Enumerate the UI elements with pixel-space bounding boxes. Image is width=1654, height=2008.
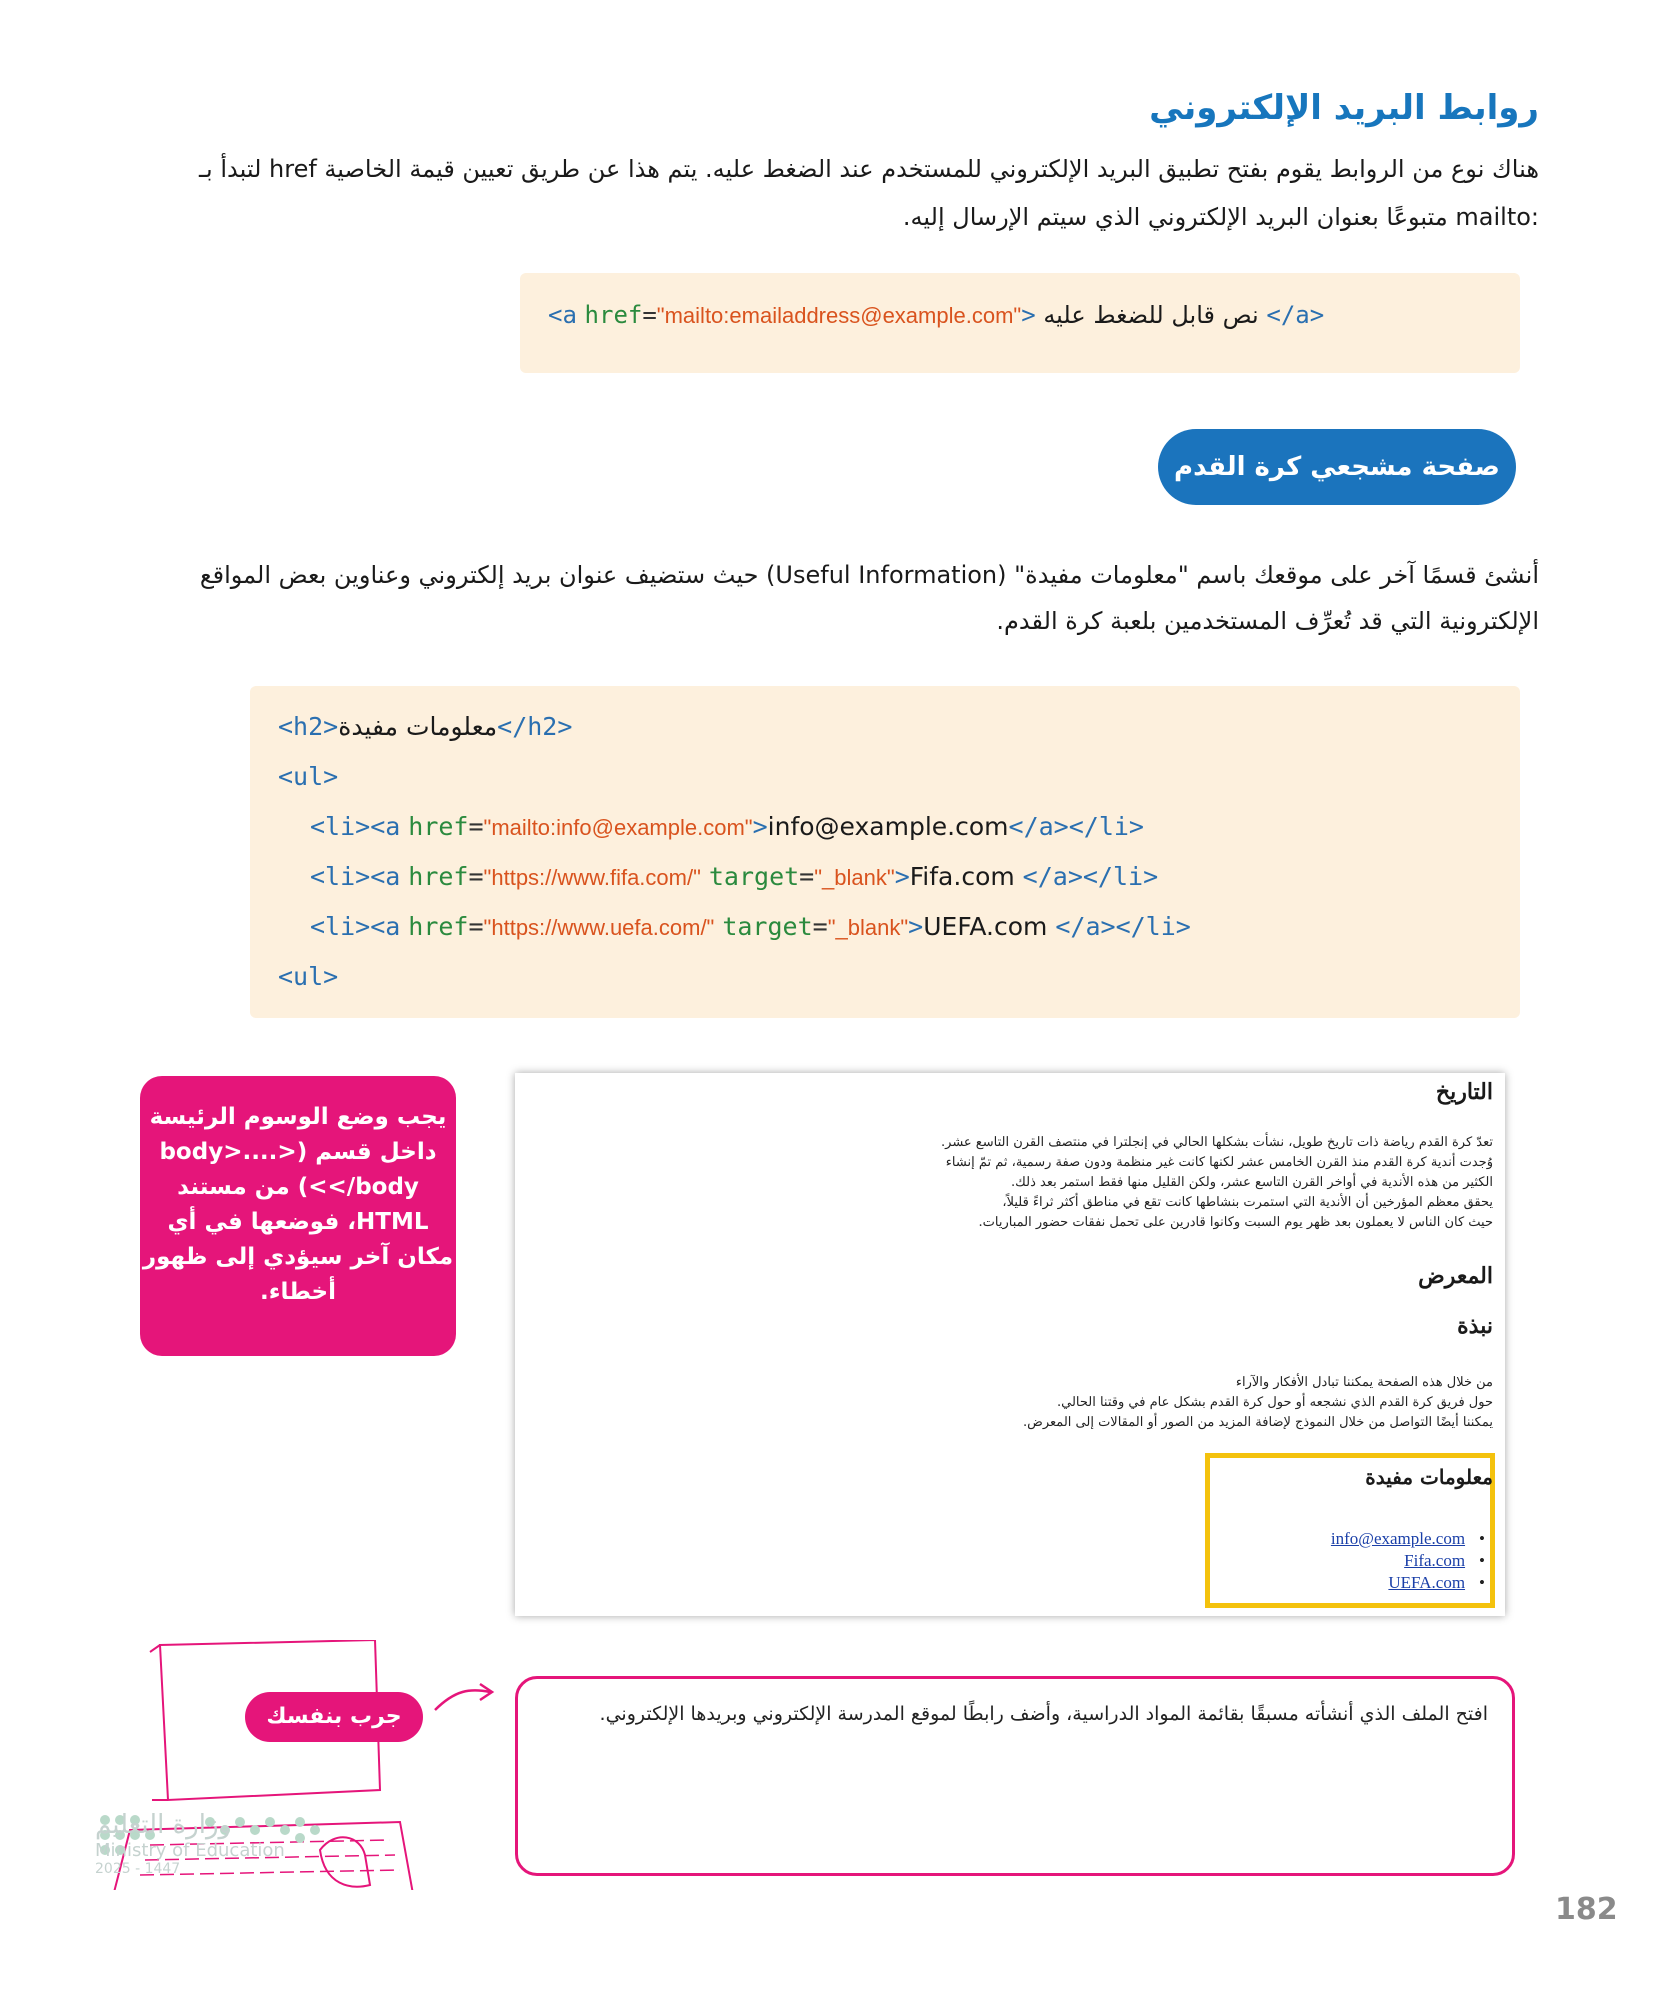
code-line <box>310 812 1144 841</box>
watermark-english: Ministry of Education <box>95 1840 285 1861</box>
preview-line: الكثير من هذه الأندية في أواخر القرن التاسع عشر، ولكن القليل منها فقط استمر بعد ذلك. <box>1011 1175 1493 1190</box>
code-tag: > <box>894 862 910 891</box>
code-string: "_blank" <box>814 865 895 890</box>
try-yourself-box <box>515 1676 1515 1876</box>
code-eq: = <box>812 912 828 941</box>
code-string: "mailto:emailaddress@example.com" <box>656 303 1022 328</box>
try-yourself-label: جرب بنفسك <box>245 1692 423 1742</box>
preview-useful-heading: معلومات مفيدة <box>1365 1465 1493 1489</box>
code-text: info@example.com <box>767 812 1009 841</box>
code-line <box>310 862 1158 891</box>
code-eq: = <box>468 912 484 941</box>
intro-paragraph: هناك نوع من الروابط يقوم بفتح تطبيق البريد الإلكتروني للمستخدم عند الضغط عليه. يتم هذا عن طريق تعيين قيمة الخاصية href لتبدأ بـ :mailto متبوعًا بعنوان البريد الإلكتروني الذي سيتم الإرسال إليه. <box>199 155 1539 231</box>
code-line <box>278 712 572 741</box>
code-line <box>310 912 1191 941</box>
code-tag: <h2> <box>278 712 339 741</box>
watermark-year: 2025 - 1447 <box>95 1861 181 1877</box>
ministry-watermark <box>95 1810 335 1877</box>
code-tag: > <box>1021 301 1036 329</box>
code-text: UEFA.com <box>923 912 1056 941</box>
preview-line: يحقق معظم المؤرخين أن الأندية التي استمرت بنشاطها كانت تقع في مناطق أكثر ثراءً قليلاً، <box>1002 1195 1493 1210</box>
preview-line: وُجدت أندية كرة القدم منذ القرن الخامس عشر لكنها كانت غير منظمة ودون صفة رسمية، ثم تمّ إنشاء <box>945 1155 1493 1170</box>
code-string: "mailto:info@example.com" <box>483 815 753 840</box>
code-tag: <ul> <box>278 762 339 791</box>
preview-link-list <box>1331 1528 1485 1594</box>
code-text: Fifa.com <box>909 862 1023 891</box>
code-tag: > <box>908 912 924 941</box>
code-eq: = <box>642 301 657 329</box>
browser-preview <box>515 1073 1505 1616</box>
preview-email-link[interactable]: info@example.com <box>1330 1529 1466 1548</box>
code-attr: href <box>584 301 643 329</box>
try-yourself-text: افتح الملف الذي أنشأته مسبقًا بقائمة المواد الدراسية، وأضف رابطًا لموقع المدرسة الإلكتروني وبريدها الإلكتروني. <box>599 1703 1488 1725</box>
code-attr: href <box>408 812 469 841</box>
code-line <box>278 762 338 791</box>
preview-history-text <box>941 1133 1493 1233</box>
code-eq: = <box>468 812 484 841</box>
useful-info-code-block <box>250 686 1520 1018</box>
code-eq: = <box>799 862 815 891</box>
page-number: 182 <box>1555 1892 1618 1927</box>
preview-line: تعدّ كرة القدم رياضة ذات تاريخ طويل، نشأت بشكلها الحالي في إنجلترا في منتصف القرن التاسع عشر. <box>941 1135 1493 1150</box>
code-text: نص قابل للضغط عليه <box>1043 301 1259 329</box>
code-attr: target <box>722 912 813 941</box>
code-tag: </h2> <box>497 712 573 741</box>
code-tag: <li><a <box>310 862 401 891</box>
code-eq: = <box>468 862 484 891</box>
code-string: "https://www.uefa.com/" <box>483 915 715 940</box>
preview-about-heading: نبذة <box>1457 1313 1493 1339</box>
code-tag: </a></li> <box>1008 812 1144 841</box>
code-text: معلومات مفيدة <box>338 712 498 741</box>
list-item <box>1331 1528 1485 1550</box>
code-attr: target <box>708 862 800 891</box>
preview-history-heading: التاريخ <box>1435 1079 1493 1105</box>
preview-line: حول فريق كرة القدم الذي نشجعه أو حول كرة القدم بشكل عام في وقتنا الحالي. <box>1056 1395 1493 1410</box>
code-tag: <li><a <box>310 812 401 841</box>
code-tag: </a></li> <box>1055 912 1191 941</box>
code-tag: </a> <box>1266 301 1325 329</box>
code-attr: href <box>408 862 469 891</box>
code-string: "_blank" <box>827 915 909 940</box>
preview-fifa-link[interactable]: Fifa.com <box>1404 1551 1466 1570</box>
preview-line: يمكننا أيضًا التواصل من خلال النموذج لإضافة المزيد من الصور أو المقالات إلى المعرض. <box>1023 1415 1493 1430</box>
preview-line: من خلال هذه الصفحة يمكننا تبادل الأفكار والآراء <box>1235 1375 1493 1390</box>
code-tag: > <box>752 812 768 841</box>
code-tag: <ul> <box>278 962 339 991</box>
preview-line: حيث كان الناس لا يعملون بعد ظهر يوم السبت وكانوا قادرين على تحمل نفقات حضور المباريات. <box>978 1215 1493 1230</box>
preview-gallery-heading: المعرض <box>1418 1263 1493 1289</box>
code-tag: <li><a <box>310 912 401 941</box>
preview-about-text <box>1023 1373 1493 1433</box>
preview-uefa-link[interactable]: UEFA.com <box>1388 1573 1466 1592</box>
section-heading: روابط البريد الإلكتروني <box>1149 88 1539 128</box>
list-item <box>1331 1572 1485 1594</box>
project-pill: صفحة مشجعي كرة القدم <box>1158 429 1516 505</box>
code-attr: href <box>408 912 469 941</box>
watermark-arabic: وزارة التعليم <box>95 1810 232 1840</box>
code-line <box>278 962 338 991</box>
mailto-code-block <box>520 273 1520 373</box>
task-paragraph: أنشئ قسمًا آخر على موقعك باسم "معلومات مفيدة" (Useful Information) حيث ستضيف عنوان بريد إلكتروني وعناوين بعض المواقع الإلكترونية التي قد تُعرِّف المستخدمين بلعبة كرة القدم. <box>199 561 1539 635</box>
code-string: "https://www.fifa.com/" <box>483 865 701 890</box>
warning-note: يجب وضع الوسوم الرئيسة داخل قسم (<body>....</body>) من مستند HTML، فوضعها في أي مكان آخر سيؤدي إلى ظهور أخطاء. <box>140 1076 456 1356</box>
list-item <box>1331 1550 1485 1572</box>
code-tag: </a></li> <box>1022 862 1159 891</box>
code-line <box>548 301 1324 329</box>
arrow-icon <box>430 1680 500 1720</box>
code-tag: <a <box>548 301 577 329</box>
